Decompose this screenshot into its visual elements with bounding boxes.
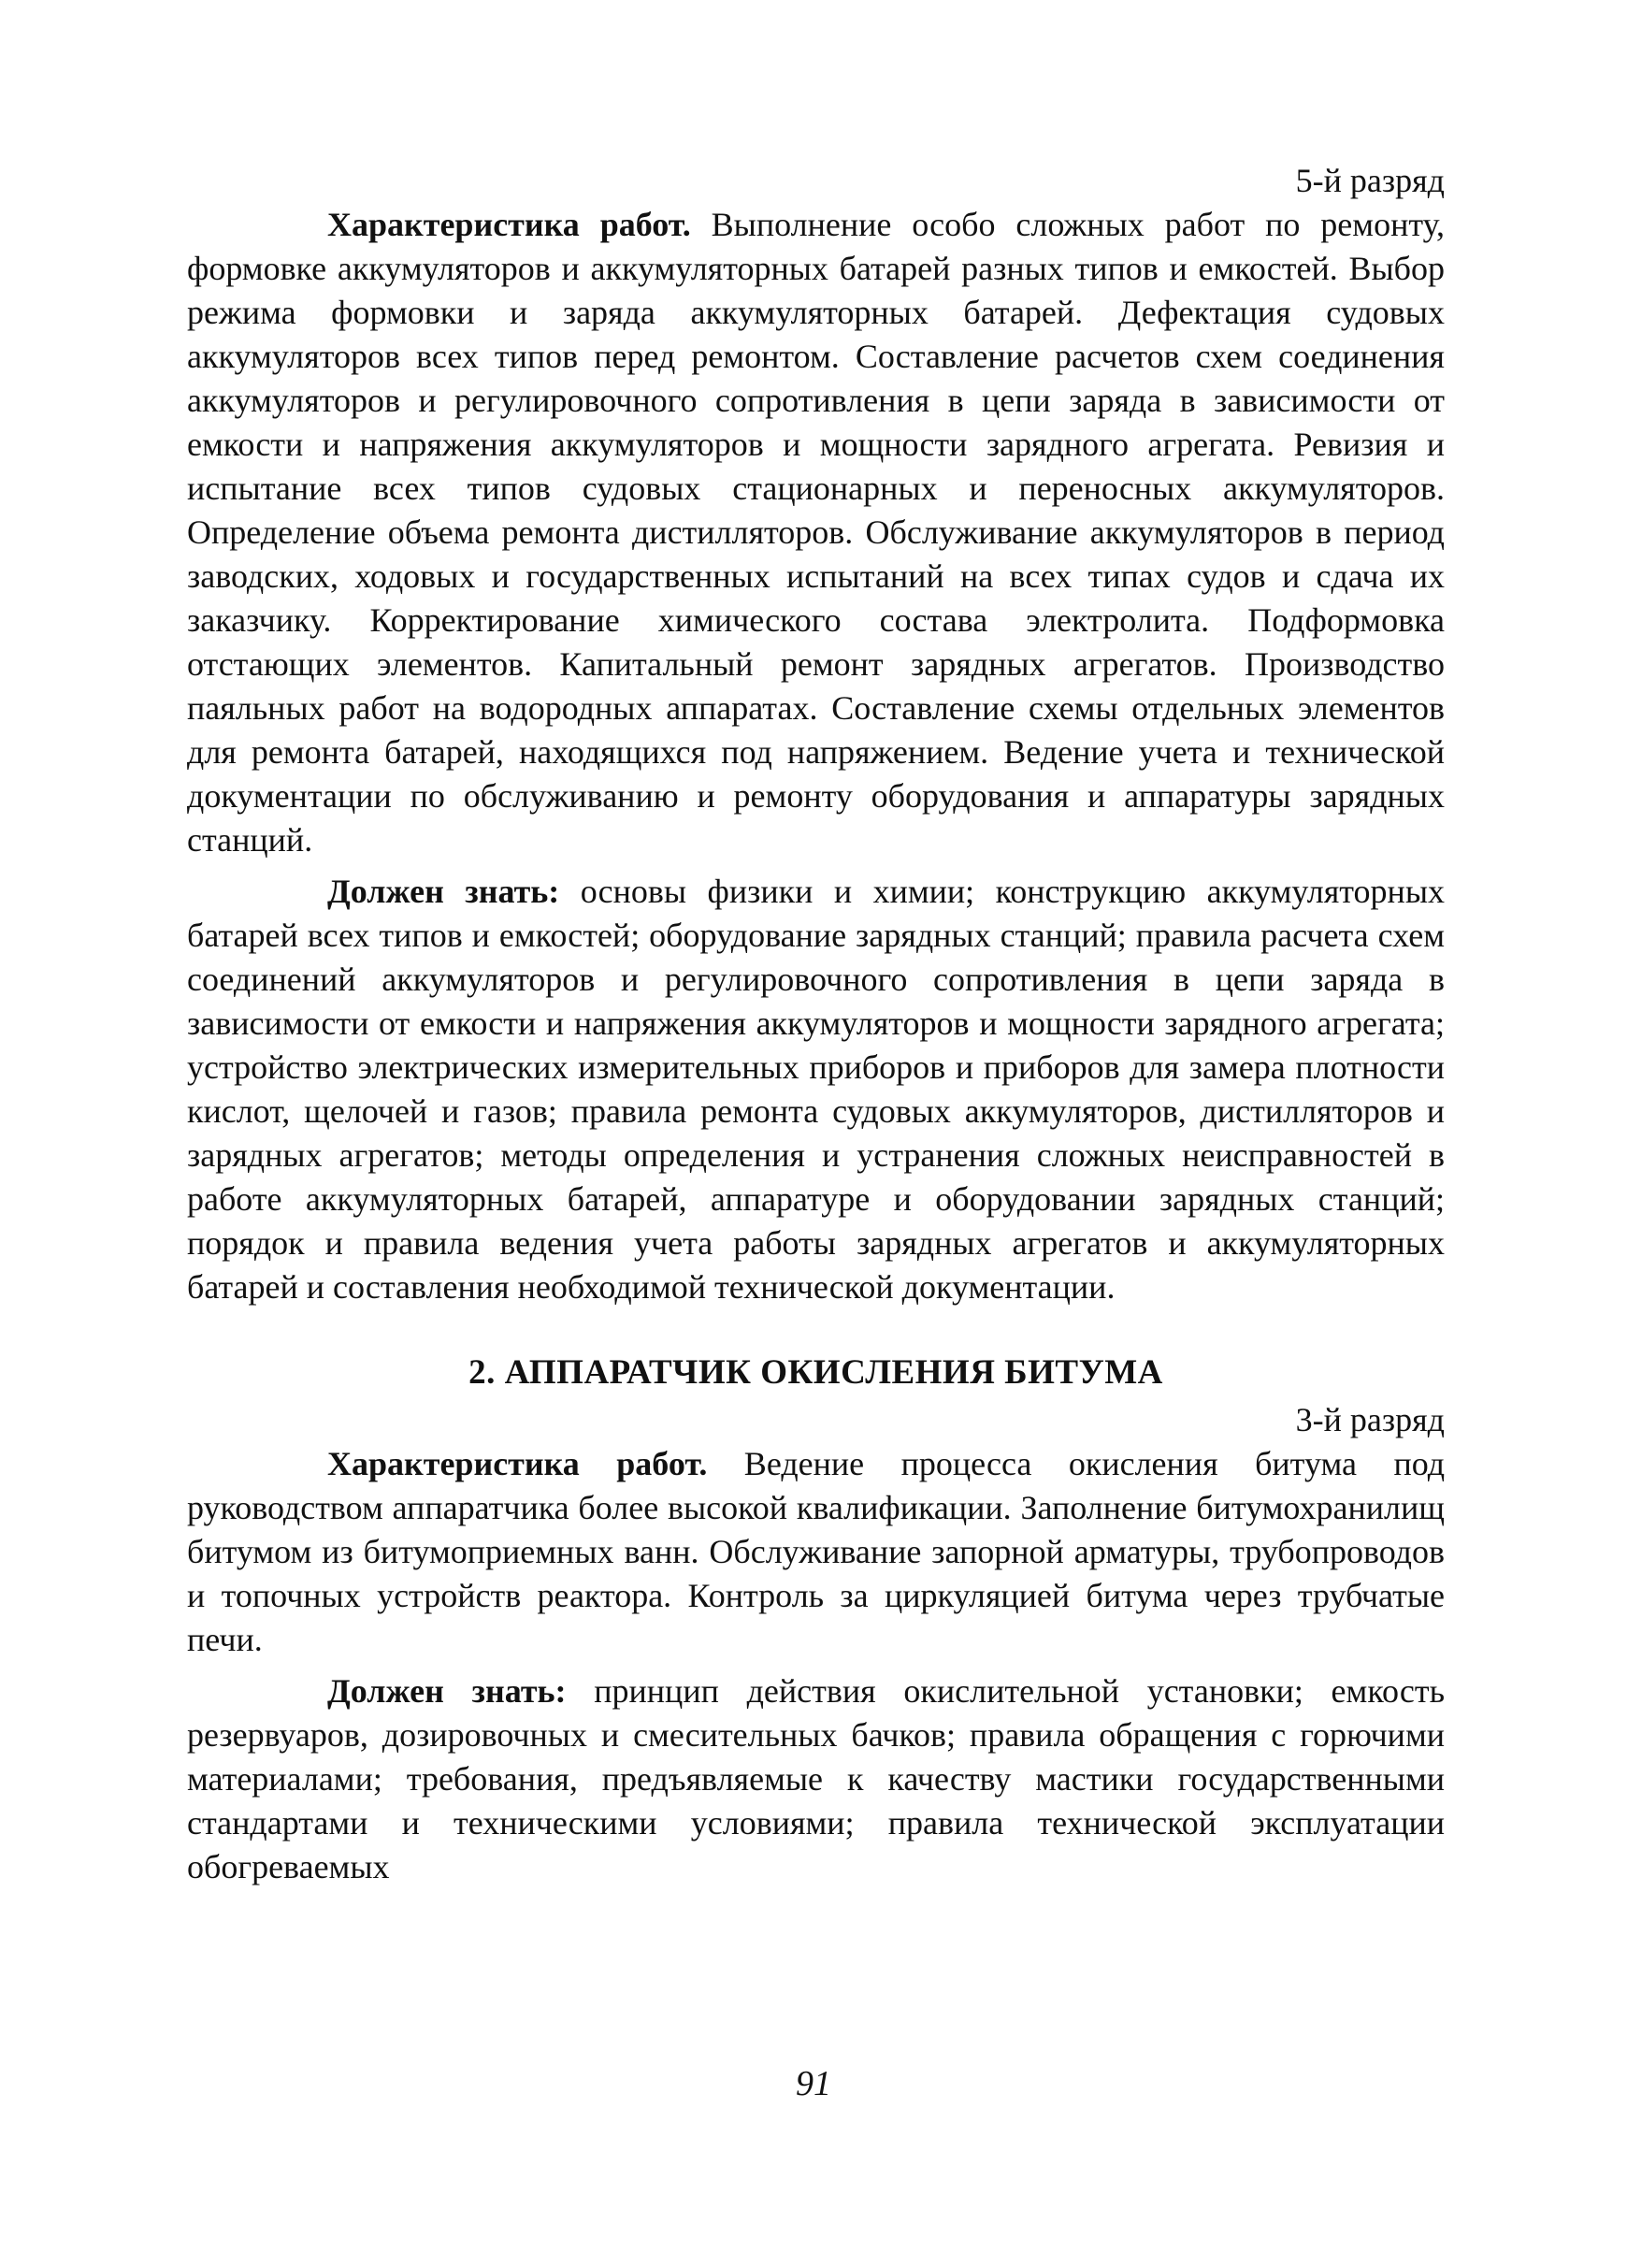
work-characteristics-lead: Характеристика работ. <box>327 206 691 243</box>
work-characteristics-lead: Характеристика работ. <box>327 1445 708 1482</box>
required-knowledge-paragraph <box>187 870 1445 1309</box>
work-characteristics-paragraph <box>187 203 1445 862</box>
work-characteristics-paragraph <box>187 1442 1445 1662</box>
document-page <box>187 159 1445 1889</box>
grade-label-3: 3-й разряд <box>1295 1401 1445 1438</box>
required-knowledge-lead: Должен знать: <box>327 873 560 910</box>
work-characteristics-text: Ведение процесса окисления битума под руководством аппаратчика более высокой квалификации. Заполнение битумохранилищ битумом из битумоприемных ванн. Обслуживание запорной арматуры, трубопроводов и топочных устройств реактора. Контроль за циркуляцией битума через трубчатые печи. <box>187 1445 1446 1658</box>
required-knowledge-paragraph <box>187 1669 1445 1889</box>
work-characteristics-text: Выполнение особо сложных работ по ремонту, формовке аккумуляторов и аккумуляторных батарей разных типов и емкостей. Выбор режима формовки и заряда аккумуляторных батарей. Дефектация судовых аккумуляторов всех типов перед ремонтом. Составление расчетов схем соединения аккумуляторов и регулировочного сопротивления в цепи заряда в зависимости от емкости и напряжения аккумуляторов и мощности зарядного агрегата. Ревизия и испытание всех типов судовых стационарных и переносных аккумуляторов. Определение объема ремонта дистилляторов. Обслуживание аккумуляторов в период заводских, ходовых и государственных испытаний на всех типах судов и сдача их заказчику. Корректирование химического состава электролита. Подформовка отстающих элементов. Капитальный ремонт зарядных агрегатов. Производство паяльных работ на водородных аппаратах. Составление схемы отдельных элементов для ремонта батарей, находящихся под напряжением. Ведение учета и технической документации по обслуживанию и ремонту оборудования и аппаратуры зарядных станций. <box>187 206 1445 859</box>
required-knowledge-lead: Должен знать: <box>327 1672 567 1710</box>
required-knowledge-text: принцип действия окислительной установки; емкость резервуаров, дозировочных и смесительных бачков; правила обращения с горючими материалами; требования, предъявляемые к качеству мастики государственными стандартами и техническими условиями; правила технической эксплуатации обогреваемых <box>187 1672 1446 1885</box>
page-number: 91 <box>796 2064 831 2103</box>
section-heading: 2. АППАРАТЧИК ОКИСЛЕНИЯ БИТУМА <box>468 1353 1163 1392</box>
required-knowledge-text: основы физики и химии; конструкцию аккумуляторных батарей всех типов и емкостей; оборудование зарядных станций; правила расчета схем соединений аккумуляторов и регулировочного сопротивления в цепи заряда в зависимости от емкости и напряжения аккумуляторов и мощности зарядного агрегата; устройство электрических измерительных приборов и приборов для замера плотности кислот, щелочей и газов; правила ремонта судовых аккумуляторов, дистилляторов и зарядных агрегатов; методы определения и устранения сложных неисправностей в работе аккумуляторных батарей, аппаратуре и оборудовании зарядных станций; порядок и правила ведения учета работы зарядных агрегатов и аккумуляторных батарей и составления необходимой технической документации. <box>187 873 1446 1306</box>
grade-label-5: 5-й разряд <box>1295 162 1445 199</box>
